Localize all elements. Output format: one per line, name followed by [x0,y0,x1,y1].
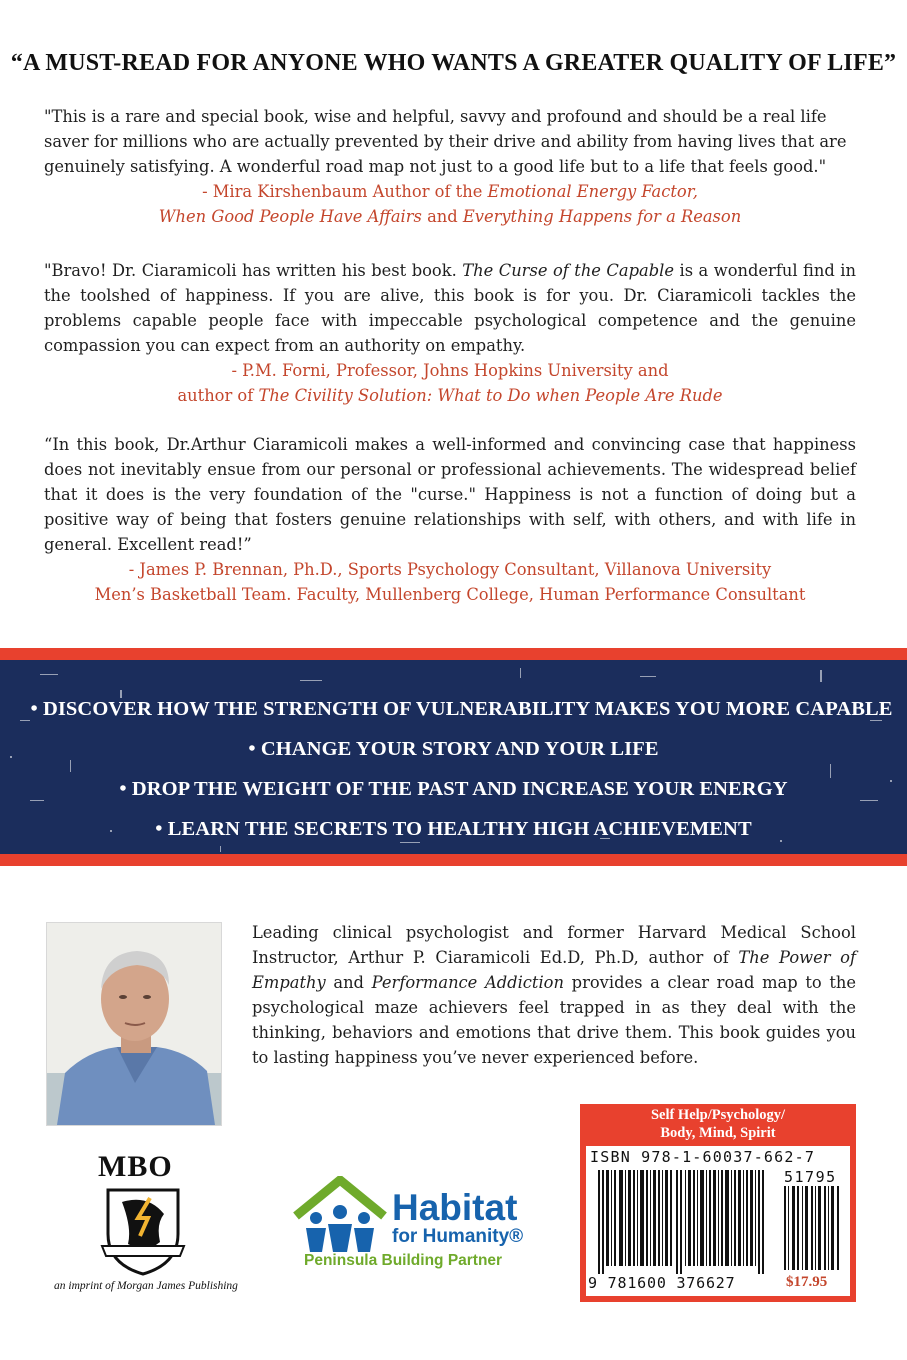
bio-text: Leading clinical psychologist and former Harvard Medical School Instructor, Arthur P. Ciaramicoli Ed.D, Ph.D, author of [252,923,856,967]
price-code: 51795 [784,1168,837,1186]
category-label [580,1106,856,1142]
author-photo [46,922,222,1126]
quote-text: "Bravo! Dr. Ciaramicoli has written his best book. [44,261,463,280]
benefit-bullet: • LEARN THE SECRETS TO HEALTHY HIGH ACHIEVEMENT [155,818,752,840]
texture-speck [300,680,322,681]
review-attribution [44,179,856,229]
review-quote: "This is a rare and special book, wise and helpful, savvy and profound and should be a real life saver for millions who are actually prevented by their drive and ability from having lives that are genuinely satisfying. A wonderful road map not just to a good life but to a life that feels good." [44,107,847,176]
quote-text: is a wonderful find in the toolshed of happiness. If you are alive, this book is for you. Dr. Ciaramicoli tackles the problems capable people face with impeccable psychological competence and the genuine compassion you can expect from an authority on empathy. [44,261,856,355]
texture-speck [400,842,420,843]
review-mira-kirshenbaum [44,104,856,229]
attribution-text: and [421,207,463,226]
texture-speck [640,676,656,677]
attribution-text: author of [177,386,259,405]
benefit-bullet: • DROP THE WEIGHT OF THE PAST AND INCREASE YOUR ENERGY [119,778,788,800]
imprint-line: an imprint of Morgan James Publishing [54,1280,238,1292]
bio-book-title: The Power of Empathy [252,948,856,992]
attribution-title: When Good People Have Affairs [158,207,422,226]
habitat-partner: Peninsula Building Partner [304,1252,503,1269]
habitat-name: Habitat [392,1187,518,1228]
review-quote: “In this book, Dr.Arthur Ciaramicoli makes a well-informed and convincing case that happiness does not inevitably ensue from our personal or professional achievements. The widespread belief that it does is the very foundation of the "curse." Happiness is not a function of doing but a positive way of being that fosters genuine relationships with self, with others, and with life in general. Excellent read!” [44,435,856,554]
bio-text: provides a clear road map to the psychological maze achievers feel trapped in as they deal with the thinking, behaviors and emotions that drive them. This book guides you to lasting happiness you’ve never experienced before. [252,973,857,1067]
texture-speck [120,690,122,698]
texture-speck [520,668,521,678]
bio-book-title: Performance Addiction [371,973,564,992]
ean-barcode-icon [598,1170,778,1274]
texture-speck [820,670,822,682]
review-attribution [44,557,856,607]
review-quote [44,258,856,358]
attribution-text: - James P. Brennan, Ph.D., Sports Psychology Consultant, Villanova University [128,560,772,579]
texture-speck [830,764,831,778]
review-james-brennan [44,432,856,607]
benefits-banner [0,648,907,866]
headline: “A MUST-READ FOR ANYONE WHO WANTS A GREATER QUALITY OF LIFE” [10,50,897,76]
price-barcode-icon [784,1186,844,1270]
author-portrait-illustration [47,923,221,1125]
attribution-title: Everything Happens for a Reason [462,207,742,226]
banner-panel [0,660,907,854]
house-people-icon [290,1176,390,1252]
isbn-number: ISBN 978-1-60037-662-7 [590,1148,816,1166]
attribution-title: The Civility Solution: What to Do when People Are Rude [258,386,723,405]
attribution-text: Men’s Basketball Team. Faculty, Mullenberg College, Human Performance Consultant [94,585,806,604]
barcode-area [586,1146,850,1296]
attribution-text: - Mira Kirshenbaum Author of the [202,182,488,201]
bio-text: and [325,973,372,992]
texture-speck [40,674,58,675]
habitat-for-humanity-logo [290,1170,540,1280]
benefit-bullet: • CHANGE YOUR STORY AND YOUR LIFE [248,738,659,760]
author-bio [252,920,856,1070]
habitat-sub: for Humanity® [392,1226,524,1247]
attribution-text: - P.M. Forni, Professor, Johns Hopkins University and [231,361,669,380]
review-attribution [44,358,856,408]
category-line: Self Help/Psychology/ [650,1107,786,1123]
attribution-title: Emotional Energy Factor, [487,182,698,201]
barcode-panel [580,1104,856,1302]
texture-speck [220,846,221,852]
quote-book-title: The Curse of the Capable [462,261,674,280]
category-line: Body, Mind, Spirit [660,1125,776,1141]
mbo-publishing-logo [46,1150,246,1300]
shield-icon [98,1184,188,1276]
ean-number: 9 781600 376627 [588,1274,736,1292]
benefit-bullet: • DISCOVER HOW THE STRENGTH OF VULNERABILITY MAKES YOU MORE CAPABLE [30,698,893,720]
price-label: $17.95 [786,1274,828,1290]
mbo-logo-text: MBO [98,1150,173,1183]
review-pm-forni [44,258,856,408]
texture-speck [70,760,71,772]
